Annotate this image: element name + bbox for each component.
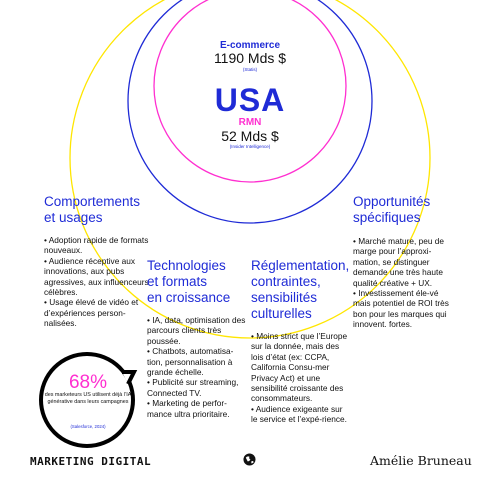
bullet-item: • Audience réceptive aux innovations, aux pubs agressives, aux influenceurs célèbres. [44, 255, 149, 298]
bullet-item: • Publicité sur streaming, Connected TV. [147, 377, 239, 398]
country-title: USA [214, 82, 286, 118]
bullet-item: • Moins strict que l’Europe sur la donnée, mais des lois d’état (ex: CCPA, California Consu-mer Privacy Act) et une sensibilité croissante des consommateurs. [251, 331, 348, 404]
footer-author: Amélie Bruneau [370, 453, 472, 468]
section-title-line: culturelles [251, 306, 312, 321]
bullet-item: • Investissement éle-vé mais potentiel de ROI très bon pour les marques qui innovent. fortes. [353, 288, 449, 330]
section-title-line: Technologies [147, 258, 226, 273]
section-title-behaviors [44, 194, 154, 226]
section-title-line: Comportements [44, 194, 141, 209]
globe-icon [243, 453, 256, 466]
bullet-item: • Chatbots, automatisa-tion, personnalisation à grande échelle. [147, 346, 234, 378]
section-title-line: et formats [147, 274, 208, 289]
bullet-item: • Marché mature, peu de marge pour l’approxi-mation, se distinguer demande une très haute qualité créative + UX. [353, 236, 444, 288]
section-bullets-behaviors [44, 235, 152, 329]
rmn-value: 52 Mds $ [221, 128, 279, 144]
section-title-line: Réglementation, [251, 258, 350, 273]
bullet-item: • Usage élevé de vidéo et d’expériences person-nalisées. [44, 297, 139, 329]
section-title-regulation [251, 258, 351, 322]
stat-percentage: 68% [68, 372, 108, 393]
bullet-item: • Marketing de perfor-mance ultra prioritaire. [147, 398, 230, 419]
section-bullets-technologies [147, 315, 247, 419]
section-title-line: spécifiques [353, 210, 421, 225]
stat-description: des marketeurs US utilisent déjà l’IA générative dans leurs campagnes [44, 392, 132, 405]
rmn-label: RMN [238, 117, 262, 128]
section-bullets-opportunities [353, 236, 453, 330]
bullet-item: • Adoption rapide de formats nouveaux. [44, 235, 149, 256]
ecommerce-value: 1190 Mds $ [213, 50, 287, 66]
section-title-line: sensibilités [251, 290, 318, 305]
ecommerce-source: (Statis) [242, 67, 258, 72]
section-title-line: et usages [44, 210, 103, 225]
section-bullets-regulation [251, 331, 351, 425]
section-title-opportunities [353, 194, 463, 226]
section-title-line: contraintes, [251, 274, 321, 289]
footer-brand: MARKETING DIGITAL [30, 455, 152, 468]
rmn-source: (Insider Intelligence) [229, 144, 271, 149]
section-title-technologies [147, 258, 247, 306]
section-title-line: en croissance [147, 290, 231, 305]
bullet-item: • IA, data, optimisation des parcours clients très poussée. [147, 315, 246, 346]
ecommerce-label: E-commerce [219, 40, 281, 51]
bullet-item: • Audience exigeante sur le service et l’expé-rience. [251, 403, 347, 425]
section-title-line: Opportunités [353, 194, 431, 209]
stat-source: (Salesforce, 2024) [70, 424, 106, 429]
